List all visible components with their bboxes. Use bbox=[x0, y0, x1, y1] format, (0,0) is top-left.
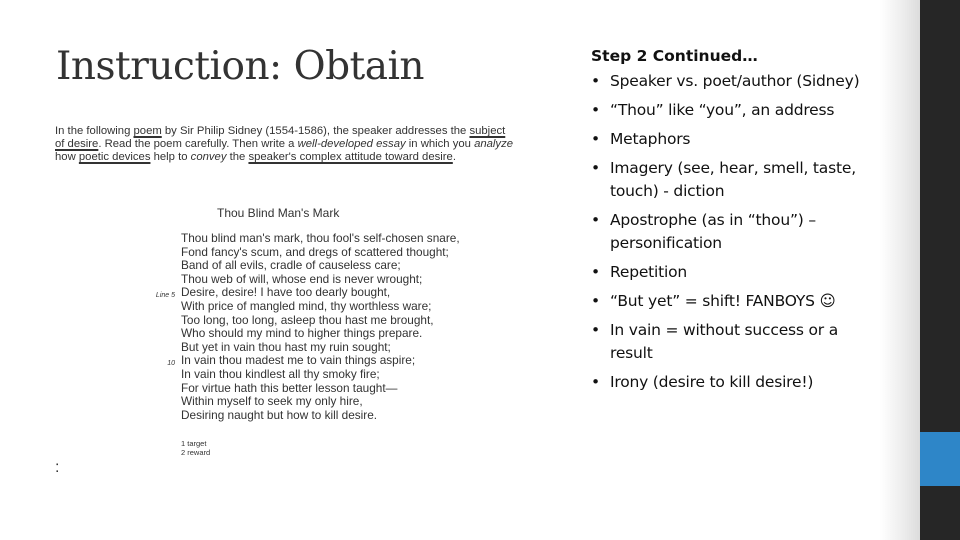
poem-line: Desiring naught but how to kill desire. bbox=[181, 407, 378, 422]
bullet-icon: • bbox=[591, 321, 600, 339]
underlined-poetic-devices: poetic devices bbox=[78, 151, 151, 163]
list-item: • Metaphors bbox=[591, 128, 881, 151]
underlined-attitude: speaker's complex attitude toward desire bbox=[248, 151, 453, 163]
footnote: 1 target bbox=[181, 439, 207, 448]
steps-heading: Step 2 Continued… bbox=[591, 47, 758, 65]
slide-title: Instruction: Obtain bbox=[56, 44, 425, 89]
poem-line: Line 5 Desire, desire! I have too dearly bought, bbox=[181, 286, 501, 300]
list-item: • Irony (desire to kill desire!) bbox=[591, 371, 881, 394]
poem-line: 10 In vain thou madest me to vain things aspire; bbox=[181, 354, 501, 368]
list-item: • Speaker vs. poet/author (Sidney) bbox=[591, 70, 881, 93]
poem-line: Band of all evils, cradle of causeless care; bbox=[181, 258, 401, 273]
bullet-icon: • bbox=[591, 101, 600, 119]
steps-list bbox=[591, 70, 881, 394]
list-item: • In vain = without success or a result bbox=[591, 321, 838, 362]
poem-line: In vain thou kindlest all thy smoky fire; bbox=[181, 366, 380, 381]
steps-panel bbox=[591, 44, 881, 400]
bullet-icon: • bbox=[591, 72, 600, 90]
poem-title: Thou Blind Man's Mark bbox=[217, 206, 340, 220]
list-item: • Repetition bbox=[591, 261, 881, 284]
poem-line: Too long, too long, asleep thou hast me brought, bbox=[181, 312, 434, 327]
poem-line: For virtue hath this better lesson taught— bbox=[181, 380, 398, 395]
decorative-blue-bar bbox=[920, 432, 960, 486]
bullet-icon: • bbox=[591, 211, 600, 229]
decorative-dark-bar bbox=[920, 0, 960, 432]
bullet-icon: • bbox=[591, 130, 600, 148]
bullet-icon: • bbox=[591, 373, 600, 391]
right-edge-shadow bbox=[880, 0, 920, 540]
poem-line: With price of mangled mind, thy worthless ware; bbox=[181, 298, 432, 313]
stray-mark: : bbox=[55, 459, 60, 476]
list-item: • “But yet” = shift! FANBOYS ☺ bbox=[591, 290, 881, 313]
decorative-dark-bar-bottom bbox=[920, 486, 960, 540]
footnotes bbox=[181, 439, 210, 457]
poem-line: Who should my mind to higher things prepare. bbox=[181, 326, 423, 341]
bullet-icon: • bbox=[591, 159, 600, 177]
list-item: • Imagery (see, hear, smell, taste, touch) - diction bbox=[591, 159, 856, 200]
underlined-poem: poem bbox=[133, 125, 162, 137]
poem-line: Fond fancy's scum, and dregs of scattered thought; bbox=[181, 244, 449, 259]
poem-line: But yet in vain thou hast my ruin sought; bbox=[181, 339, 391, 354]
poem-line: Within myself to seek my only hire, bbox=[181, 394, 363, 409]
list-item: • Apostrophe (as in “thou”) – personification bbox=[591, 211, 816, 252]
list-item: • “Thou” like “you”, an address bbox=[591, 99, 881, 122]
footnote: 2 reward bbox=[181, 448, 211, 457]
line-number: 10 bbox=[167, 360, 175, 368]
bullet-icon: • bbox=[591, 263, 600, 281]
poem-body bbox=[155, 231, 501, 422]
underlined-subject: subject of desire bbox=[55, 125, 506, 150]
poem-line: Thou web of will, whose end is never wrought; bbox=[181, 271, 423, 286]
line-number: Line 5 bbox=[155, 292, 175, 300]
bullet-icon: • bbox=[591, 292, 600, 310]
instructions-paragraph: In the following poem by Sir Philip Sidney (1554-1586), the speaker addresses the subject of desire. Read the poem carefully. Then write a well-developed essay in which you analyze how poetic devices help to convey the speaker's complex attitude toward desire. bbox=[55, 125, 514, 163]
poem-line: Thou blind man's mark, thou fool's self-chosen snare, bbox=[181, 231, 460, 245]
